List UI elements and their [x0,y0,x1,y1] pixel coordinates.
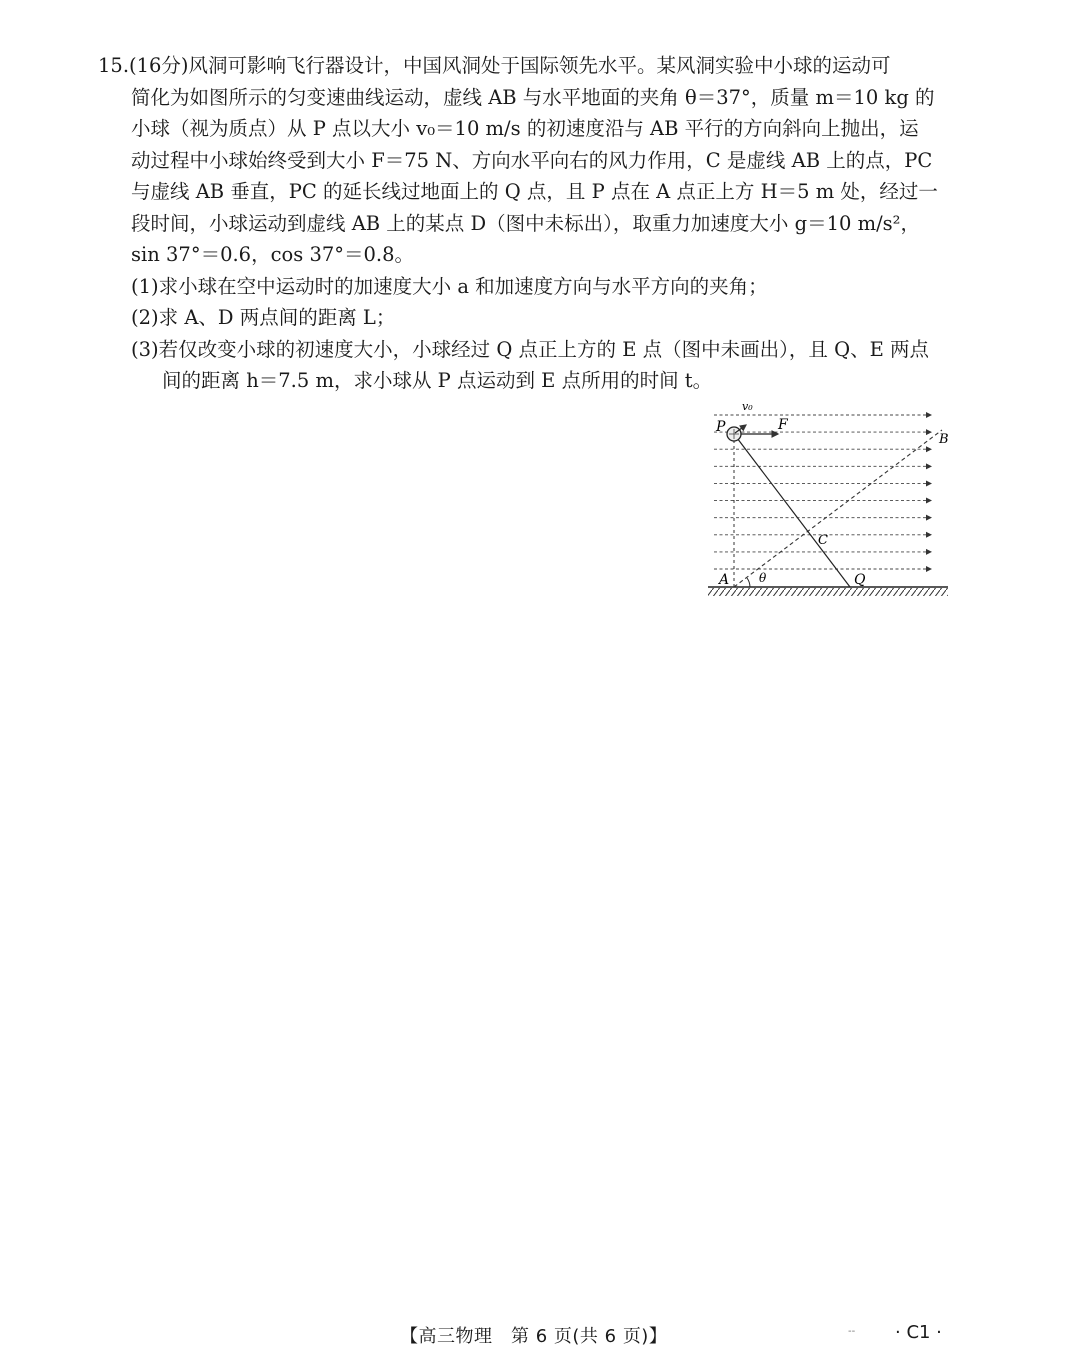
line-AB [734,430,942,587]
question-1: (1)求小球在空中运动时的加速度大小 a 和加速度方向与水平方向的夹角； [131,274,768,298]
page-footer [0,1320,1080,1350]
wind-arrowhead [926,480,932,486]
problem-number: 15. [98,54,130,77]
label-v0: v₀ [742,400,753,413]
footer-dash: -- [848,1326,856,1337]
wind-arrowhead [926,549,932,555]
label-B: B [939,432,949,447]
label-C: C [818,533,828,548]
problem-15 [98,50,958,397]
wind-arrowhead [926,566,932,572]
intro-line-6: 段时间，小球运动到虚线 AB 上的某点 D（图中未标出），取重力加速度大小 g＝10 m/s²， [131,211,920,235]
question-3-line-2: 间的距离 h＝7.5 m，求小球从 P 点运动到 E 点所用的时间 t。 [162,369,713,392]
wind-arrowhead [926,515,932,521]
label-theta: θ [759,571,767,585]
wind-arrowhead [926,446,932,452]
problem-intro [98,50,958,271]
label-P: P [716,419,726,435]
line-PQ [734,434,850,587]
wind-tunnel-figure [700,398,960,603]
ground-hatch [708,588,948,596]
wind-arrowhead [926,429,932,435]
question-3-line-1: (3)若仅改变小球的初速度大小，小球经过 Q 点正上方的 E 点（图中未画出），且 Q、E 两点 [131,337,930,361]
figure-svg [700,398,960,603]
label-F: F [778,417,788,433]
wind-arrowhead [926,412,932,418]
intro-line-7: sin 37°＝0.6，cos 37°＝0.8。 [131,243,415,266]
label-A: A [719,572,730,588]
footer-page-info: 【高三物理 第 6 页(共 6 页)】 [400,1326,668,1347]
intro-line-4: 动过程中小球始终受到大小 F＝75 N、方向水平向右的风力作用，C 是虚线 AB 上的点，PC [131,148,933,172]
intro-line-3: 小球（视为质点）从 P 点以大小 v₀＝10 m/s 的初速度沿与 AB 平行的方向斜向上抛出，运 [131,117,919,140]
footer-code: · C1 · [895,1322,942,1343]
theta-arc [747,578,750,587]
question-2: (2)求 A、D 两点间的距离 L； [131,306,396,329]
label-Q: Q [854,572,866,588]
wind-arrowhead [926,498,932,504]
intro-line-5: 与虚线 AB 垂直，PC 的延长线过地面上的 Q 点，且 P 点在 A 点正上方 H＝5 m 处，经过一 [131,180,938,203]
intro-line-2: 简化为如图所示的匀变速曲线运动，虚线 AB 与水平地面的夹角 θ＝37°，质量 m＝10 kg 的 [131,85,935,109]
wind-lines [714,412,932,572]
intro-line-1: (16分)风洞可影响飞行器设计，中国风洞处于国际领先水平。某风洞实验中小球的运动可 [129,54,891,77]
wind-arrowhead [926,463,932,469]
wind-arrowhead [926,532,932,538]
